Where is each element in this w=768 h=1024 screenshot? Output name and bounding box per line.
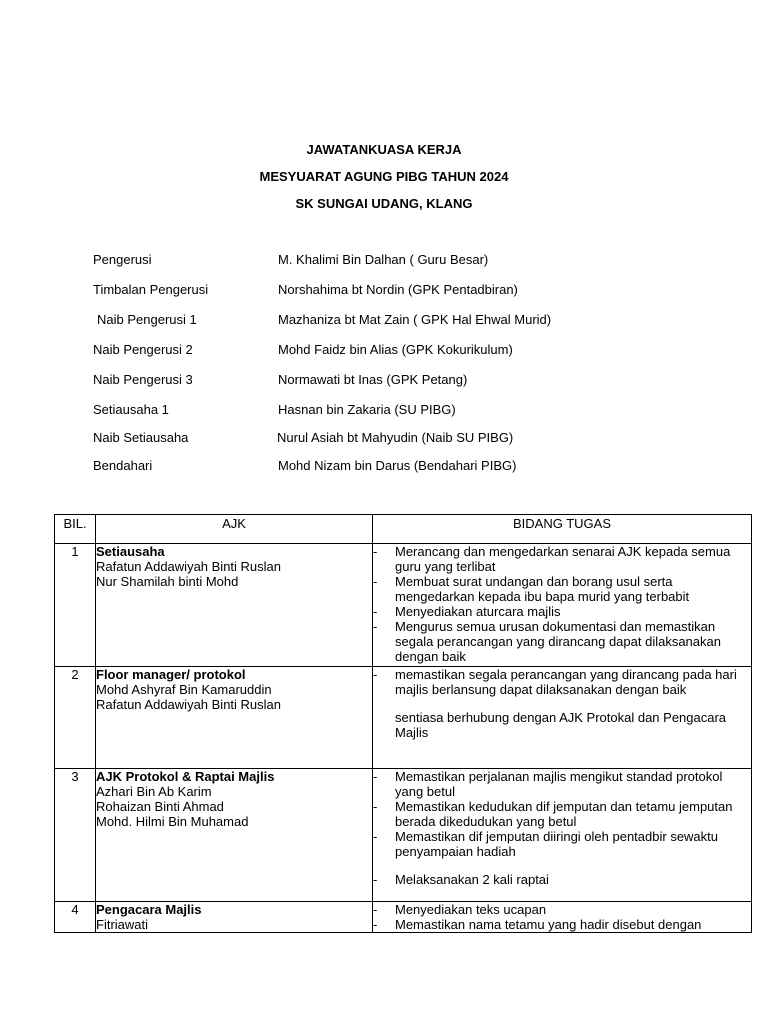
table-header-row <box>55 515 752 544</box>
duties-cell <box>373 667 752 769</box>
member-name: Rohaizan Binti Ahmad <box>96 799 224 814</box>
officer-row <box>0 282 700 300</box>
officer-name: Mohd Faidz bin Alias (GPK Kokurikulum) <box>278 342 513 357</box>
member-name: Nur Shamilah binti Mohd <box>96 574 239 589</box>
officer-role: Bendahari <box>93 458 153 473</box>
duty-item: - Mengurus semua urusan dokumentasi dan memastikan segala perancangan yang dirancang dapat dilaksanakan dengan baik <box>373 619 721 664</box>
meeting-title: MESYUARAT AGUNG PIBG TAHUN 2024 <box>259 169 509 184</box>
group-name: AJK Protokol & Raptai Majlis <box>96 769 275 784</box>
table-row <box>55 544 752 667</box>
officer-role: Setiausaha 1 <box>93 402 169 417</box>
member-name: Rafatun Addawiyah Binti Ruslan <box>96 697 282 712</box>
officer-role: Naib Pengerusi 3 <box>93 372 193 387</box>
duty-item: - Memastikan kedudukan dif jemputan dan tetamu jemputan berada dikedudukan yang betul <box>373 799 733 829</box>
officer-row <box>0 430 700 448</box>
officer-name: Norshahima bt Nordin (GPK Pentadbiran) <box>278 282 518 297</box>
officer-name: Nurul Asiah bt Mahyudin (Naib SU PIBG) <box>277 430 514 445</box>
ajk-cell <box>96 902 373 933</box>
duty-item: - Melaksanakan 2 kali raptai <box>373 872 549 887</box>
officer-row <box>0 458 700 476</box>
member-name: Rafatun Addawiyah Binti Ruslan <box>96 559 282 574</box>
group-name: Setiausaha <box>96 544 165 559</box>
duty-item: - Memastikan nama tetamu yang hadir disebut dengan <box>373 917 702 932</box>
duty-item: - Memastikan dif jemputan diiringi oleh pentadbir sewaktu penyampaian hadiah <box>373 829 719 859</box>
duties-cell <box>373 544 752 667</box>
officer-name: Hasnan bin Zakaria (SU PIBG) <box>278 402 456 417</box>
officer-row <box>0 402 700 420</box>
header-ajk: AJK <box>96 515 373 544</box>
row-number: 1 <box>55 544 96 667</box>
row-number: 2 <box>55 667 96 769</box>
header-bidang-tugas: BIDANG TUGAS <box>373 515 752 544</box>
duty-item: - memastikan segala perancangan yang dirancang pada hari majlis berlansung dapat dilaksanakan dengan baik <box>373 667 737 697</box>
officer-row <box>0 372 700 390</box>
duty-item: - Menyediakan aturcara majlis <box>373 604 561 619</box>
duty-item: - Menyediakan teks ucapan <box>373 902 547 917</box>
group-name: Pengacara Majlis <box>96 902 202 917</box>
ajk-cell <box>96 667 373 769</box>
officer-row <box>0 252 700 270</box>
duty-note: sentiasa berhubung dengan AJK Protokal dan Pengacara Majlis <box>395 710 727 740</box>
ajk-cell <box>96 769 373 902</box>
table-row <box>55 769 752 902</box>
duties-cell <box>373 902 752 933</box>
duty-item: - Memastikan perjalanan majlis mengikut standad protokol yang betul <box>373 769 723 799</box>
officer-role: Naib Setiausaha <box>93 430 189 445</box>
group-name: Floor manager/ protokol <box>96 667 246 682</box>
officer-row <box>0 342 700 360</box>
member-name: Mohd. Hilmi Bin Muhamad <box>96 814 249 829</box>
officer-role: Naib Pengerusi 2 <box>93 342 193 357</box>
officer-name: Normawati bt Inas (GPK Petang) <box>278 372 468 387</box>
officer-role: Naib Pengerusi 1 <box>97 312 197 327</box>
duty-item: - Membuat surat undangan dan borang usul serta mengedarkan kepada ibu bapa murid yang terbabit <box>373 574 690 604</box>
header-bil: BIL. <box>55 515 96 544</box>
document-title: JAWATANKUASA KERJA <box>306 142 462 157</box>
school-title: SK SUNGAI UDANG, KLANG <box>295 196 473 211</box>
officer-role: Pengerusi <box>93 252 152 267</box>
duty-item: - Merancang dan mengedarkan senarai AJK kepada semua guru yang terlibat <box>373 544 731 574</box>
officer-name: Mohd Nizam bin Darus (Bendahari PIBG) <box>278 458 517 473</box>
officer-name: Mazhaniza bt Mat Zain ( GPK Hal Ehwal Murid) <box>278 312 552 327</box>
officer-name: M. Khalimi Bin Dalhan ( Guru Besar) <box>278 252 489 267</box>
officer-role: Timbalan Pengerusi <box>93 282 209 297</box>
member-name: Fitriawati <box>96 917 149 932</box>
ajk-cell <box>96 544 373 667</box>
member-name: Azhari Bin Ab Karim <box>96 784 212 799</box>
table-row <box>55 667 752 769</box>
member-name: Mohd Ashyraf Bin Kamaruddin <box>96 682 272 697</box>
officer-row <box>0 312 700 330</box>
duties-cell <box>373 769 752 902</box>
committee-table <box>54 514 752 933</box>
row-number: 3 <box>55 769 96 902</box>
table-row <box>55 902 752 933</box>
row-number: 4 <box>55 902 96 933</box>
